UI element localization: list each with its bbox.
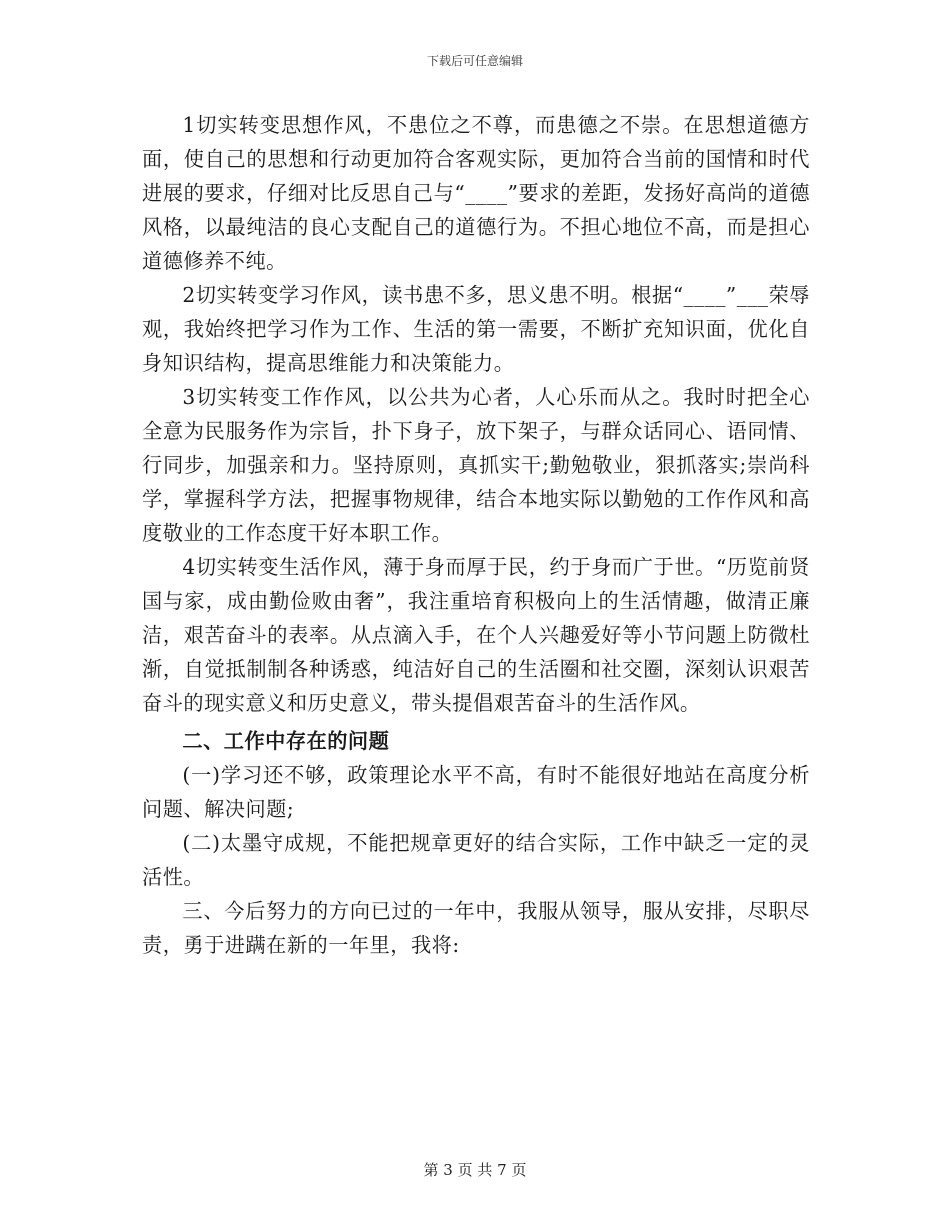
page-number: 第 3 页 共 7 页 xyxy=(423,1161,527,1179)
paragraph-thought-style: 1切实转变思想作风，不患位之不尊，而患德之不崇。在思想道德方面，使自己的思想和行动更加符合客观实际，更加符合当前的国情和时代进展的要求，仔细对比反思自己与“____”要求的差距，发扬好高尚的道德风格，以最纯洁的良心支配自己的道德行为。不担心地位不高，而是担心道德修养不纯。 xyxy=(142,113,810,273)
paragraph-life-style: 4切实转变生活作风，薄于身而厚于民，约于身而广于世。“历览前贤国与家，成由勤俭败由奢”，我注重培育积极向上的生活情趣，做清正廉洁，艰苦奋斗的表率。从点滴入手，在个人兴趣爱好等小节问题上防微杜渐，自觉抵制制各种诱惑，纯洁好自己的生活圈和社交圈，深刻认识艰苦奋斗的现实意义和历史意义，带头提倡艰苦奋斗的生活作风。 xyxy=(142,555,810,715)
paragraph-study-style: 2切实转变学习作风，读书患不多，思义患不明。根据“____”___荣辱观，我始终把学习作为工作、生活的第一需要，不断扩充知识面，优化自身知识结构，提高思维能力和决策能力。 xyxy=(142,283,810,375)
paragraph-work-style: 3切实转变工作作风，以公共为心者，人心乐而从之。我时时把全心全意为民服务作为宗旨，扑下身子，放下架子，与群众话同心、语同情、行同步，加强亲和力。坚持原则，真抓实干;勤勉敬业，狠抓落实;崇尚科学，掌握科学方法，把握事物规律，结合本地实际以勤勉的工作作风和高度敬业的工作态度干好本职工作。 xyxy=(142,385,810,545)
problem-item-2: (二)太墨守成规，不能把规章更好的结合实际，工作中缺乏一定的灵活性。 xyxy=(142,831,810,889)
document-body xyxy=(142,108,810,962)
page-header-note: 下载后可任意编辑 xyxy=(426,54,523,68)
problem-item-1: (一)学习还不够，政策理论水平不高，有时不能很好地站在高度分析问题、解决问题; xyxy=(142,763,810,821)
paragraph-future-direction: 三、今后努力的方向已过的一年中，我服从领导，服从安排，尽职尽责，勇于进蹒在新的一年里，我将: xyxy=(142,899,810,957)
section-heading-problems: 二、工作中存在的问题 xyxy=(182,729,390,753)
